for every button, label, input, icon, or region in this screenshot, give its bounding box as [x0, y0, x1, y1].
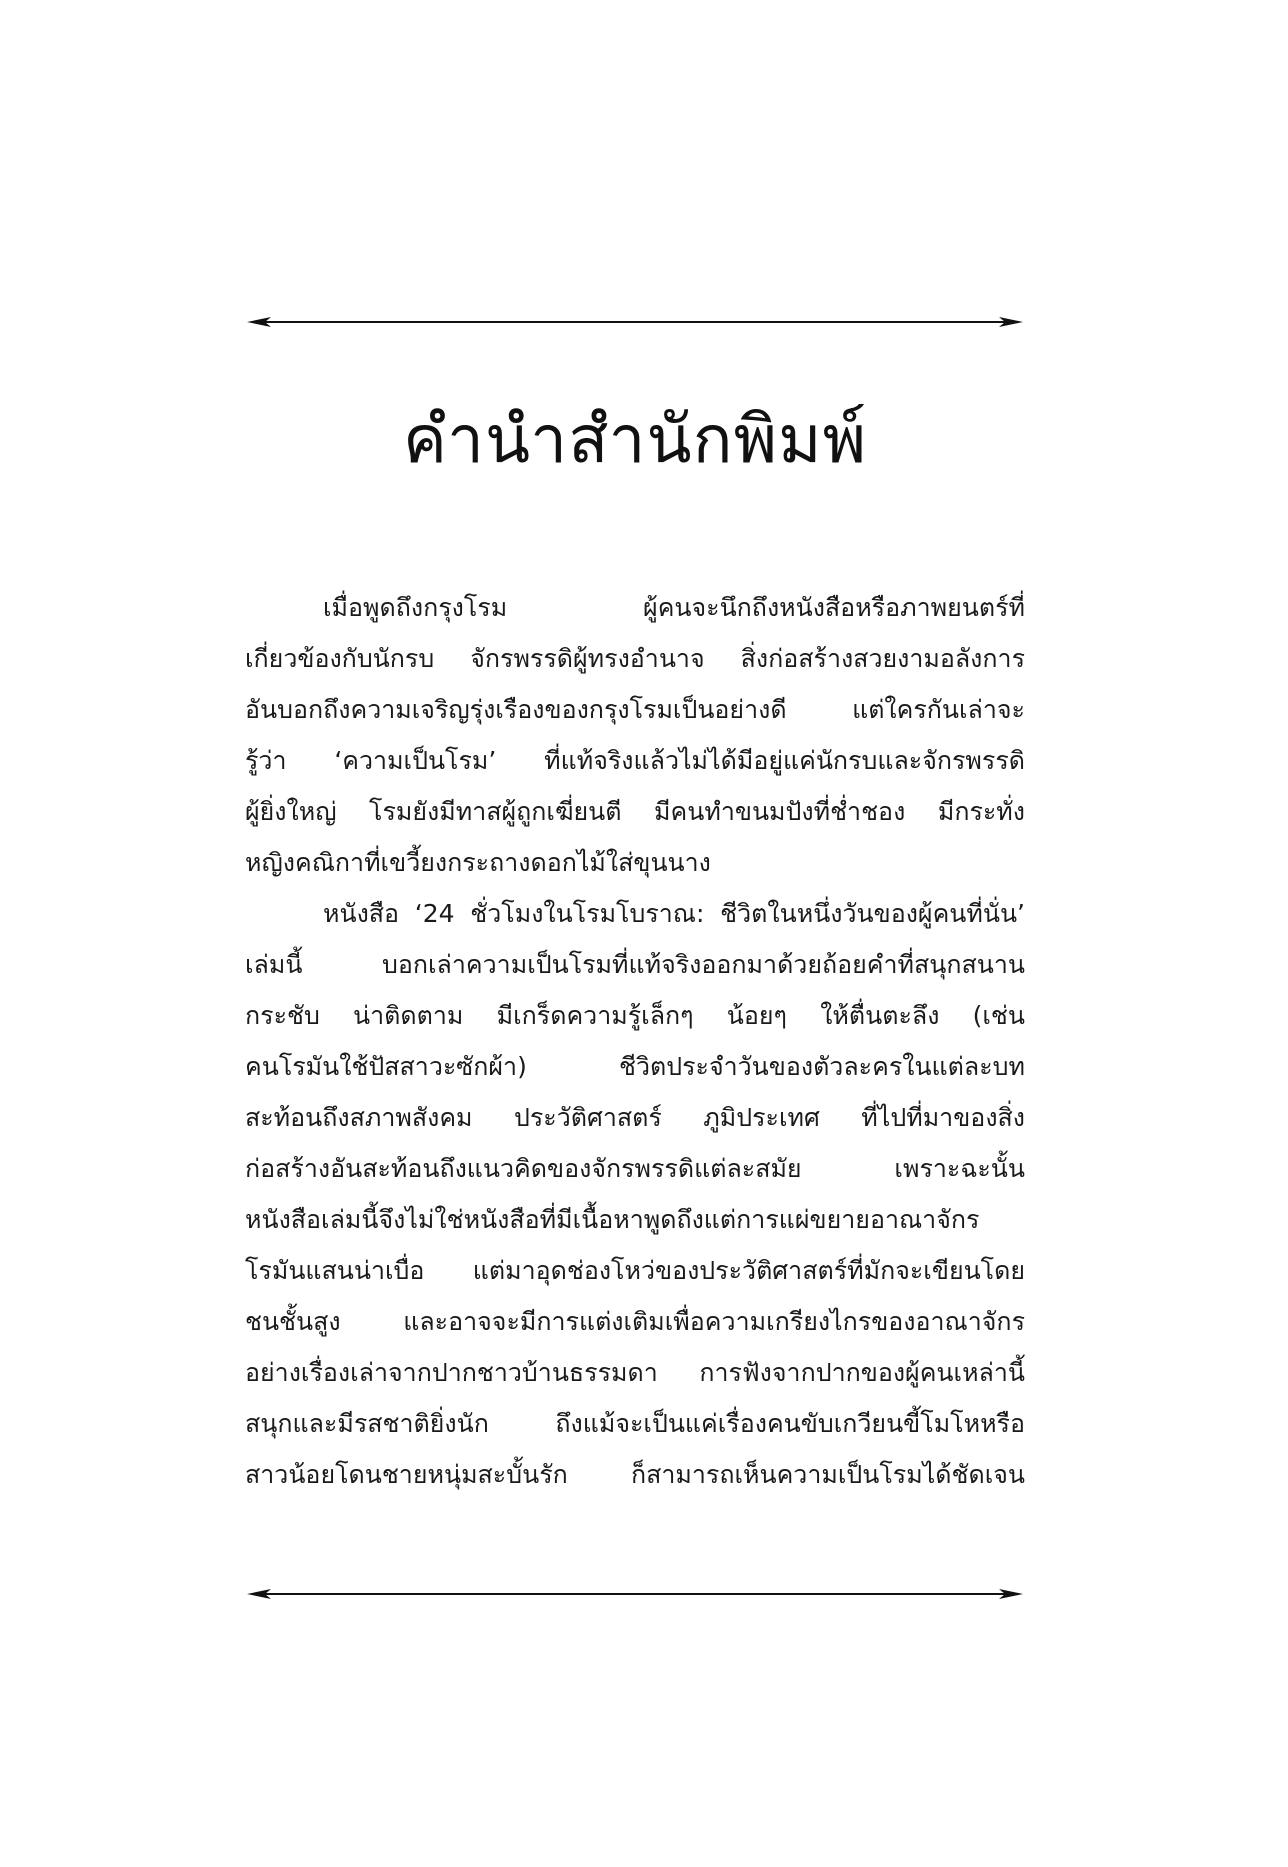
paragraph-2: [245, 888, 1025, 1500]
text-line: หนังสือเล่มนี้จึงไม่ใช่หนังสือที่มีเนื้อหาพูดถึงแต่การแผ่ขยายอาณาจักร: [245, 1205, 980, 1234]
text-line: อย่างเรื่องเล่าจากปากชาวบ้านธรรมดา การฟังจากปากของผู้คนเหล่านี้: [245, 1358, 1025, 1387]
text-line: เกี่ยวข้องกับนักรบ จักรพรรดิผู้ทรงอำนาจ สิ่งก่อสร้างสวยงามอลังการ: [245, 644, 1025, 673]
text-line: สาวน้อยโดนชายหนุ่มสะบั้นรัก ก็สามารถเห็นความเป็นโรมได้ชัดเจน: [245, 1460, 1025, 1489]
paragraph-1: [245, 582, 1025, 888]
text-line: ชนชั้นสูง และอาจจะมีการแต่งเติมเพื่อความเกรียงไกรของอาณาจักร: [245, 1307, 1025, 1336]
foreword-text: [245, 582, 1025, 1500]
text-line: คนโรมันใช้ปัสสาวะซักผ้า) ชีวิตประจำวันของตัวละครในแต่ละบท: [245, 1052, 1025, 1081]
double-arrow-line-icon: [245, 1582, 1025, 1606]
text-line: หนังสือ ‘24 ชั่วโมงในโรมโบราณ: ชีวิตในหนึ่งวันของผู้คนที่นั่น’: [323, 899, 1025, 928]
text-line: สนุกและมีรสชาติยิ่งนัก ถึงแม้จะเป็นแค่เรื่องคนขับเกวียนขี้โมโหหรือ: [245, 1409, 1025, 1438]
text-line: กระชับ น่าติดตาม มีเกร็ดความรู้เล็กๆ น้อยๆ ให้ตื่นตะลึง (เช่น: [245, 1001, 1025, 1030]
bottom-arrow-divider: [245, 1582, 1025, 1606]
text-line: สะท้อนถึงสภาพสังคม ประวัติศาสตร์ ภูมิประเทศ ที่ไปที่มาของสิ่ง: [245, 1103, 1025, 1132]
text-line: ก่อสร้างอันสะท้อนถึงแนวคิดของจักรพรรดิแต่ละสมัย เพราะฉะนั้น: [245, 1154, 1025, 1183]
top-arrow-divider: [245, 310, 1025, 334]
text-line: หญิงคณิกาที่เขวี้ยงกระถางดอกไม้ใส่ขุนนาง: [245, 848, 711, 877]
double-arrow-line-icon: [245, 310, 1025, 334]
page-title: คำนำสำนักพิมพ์: [402, 401, 868, 478]
text-line: รู้ว่า ‘ความเป็นโรม’ ที่แท้จริงแล้วไม่ได้มีอยู่แค่นักรบและจักรพรรดิ: [245, 746, 1025, 775]
text-line: โรมันแสนน่าเบื่อ แต่มาอุดช่องโหว่ของประวัติศาสตร์ที่มักจะเขียนโดย: [245, 1256, 1025, 1285]
text-line: เล่มนี้ บอกเล่าความเป็นโรมที่แท้จริงออกมาด้วยถ้อยคำที่สนุกสนาน: [245, 950, 1025, 979]
text-line: เมื่อพูดถึงกรุงโรม ผู้คนจะนึกถึงหนังสือหรือภาพยนตร์ที่: [323, 593, 1025, 622]
text-line: ผู้ยิ่งใหญ่ โรมยังมีทาสผู้ถูกเฆี่ยนตี มีคนทำขนมปังที่ช่ำชอง มีกระทั่ง: [245, 797, 1025, 826]
text-line: อันบอกถึงความเจริญรุ่งเรืองของกรุงโรมเป็นอย่างดี แต่ใครกันเล่าจะ: [245, 695, 1025, 724]
